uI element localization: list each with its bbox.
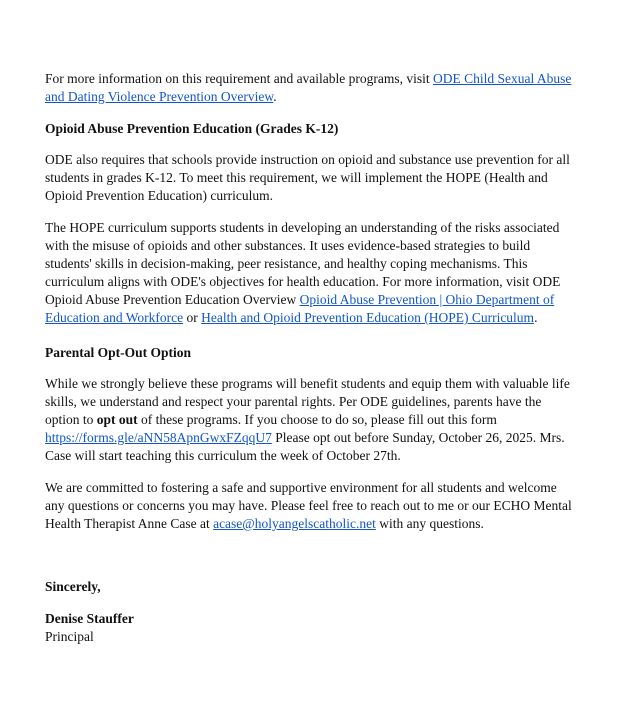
info-paragraph: [45, 70, 575, 106]
optout-heading: Parental Opt-Out Option: [45, 345, 192, 360]
hope-paragraph: [45, 219, 575, 327]
signer-name: Denise Stauffer: [45, 611, 134, 626]
hope-curriculum-link[interactable]: Health and Opioid Prevention Education (HOPE) Curriculum: [201, 310, 535, 325]
paragraph-text: Please opt out before Sunday, October 26, 2025. Mrs. Case will start teaching this curriculum the week of October 27th.: [45, 430, 565, 463]
paragraph-text: with any questions.: [375, 516, 484, 531]
paragraph-text: For more information on this requirement and available programs, visit: [45, 71, 434, 86]
optout-paragraph: [45, 375, 575, 465]
ode-child-abuse-link[interactable]: ODE Child Sexual Abuse and Dating Violence Prevention Overview: [45, 71, 572, 104]
opioid-heading: Opioid Abuse Prevention Education (Grades K-12): [45, 121, 339, 136]
optout-form-link[interactable]: https://forms.gle/aNN58ApnGwxFZqqU7: [45, 430, 272, 445]
paragraph-text: of these programs. If you choose to do so, please fill out this form: [137, 412, 497, 427]
paragraph-text: We are committed to fostering a safe and supportive environment for all students and welcome any questions or concerns you may have. Please feel free to reach out to me or our ECHO Mental Health Therapist Anne Case at: [45, 480, 572, 531]
signer-title: Principal: [45, 629, 94, 644]
paragraph-text: .: [273, 89, 277, 104]
paragraph-text: .: [534, 310, 538, 325]
paragraph-text: or: [183, 310, 202, 325]
letter-body: [45, 70, 575, 646]
ode-requirement-paragraph: ODE also requires that schools provide instruction on opioid and substance use prevention for all students in grades K-12. To meet this requirement, we will implement the HOPE (Health and Opioid Prevention Education) curriculum.: [45, 152, 570, 203]
email-link[interactable]: acase@holyangelscatholic.net: [213, 516, 376, 531]
opt-out-emphasis: opt out: [96, 412, 138, 427]
opioid-prevention-link[interactable]: Opioid Abuse Prevention | Ohio Department of Education and Workforce: [45, 292, 555, 325]
paragraph-text: While we strongly believe these programs will benefit students and equip them with valuable life skills, we understand and respect your parental rights. Per ODE guidelines, parents have the option to: [45, 376, 570, 427]
closing: Sincerely,: [45, 579, 101, 594]
contact-paragraph: [45, 479, 575, 533]
paragraph-text: The HOPE curriculum supports students in developing an understanding of the risks associated with the misuse of opioids and other substances. It uses evidence-based strategies to build students' skills in decision-making, peer resistance, and healthy coping mechanisms. This curriculum aligns with ODE's objectives for health education. For more information, visit ODE Opioid Abuse Prevention Education Overview: [45, 220, 561, 307]
